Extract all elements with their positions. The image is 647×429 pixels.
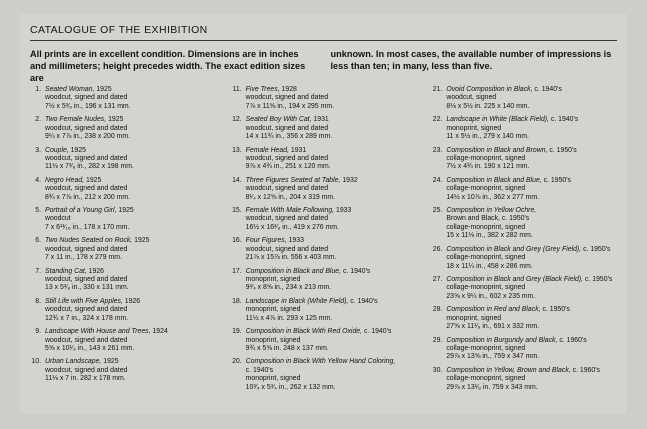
entry-line: 27⅝ x 11¹⁄₈ in., 691 x 332 mm. (446, 323, 540, 331)
entry-title-line (446, 306, 622, 314)
entry-details (246, 207, 422, 232)
entry-line: 8¾ x 7⅞ in., 212 x 200 mm. (45, 193, 131, 201)
entry-title: Portrait of a Young Girl, (45, 207, 117, 215)
entry-line: collage-monoprint, signed (446, 344, 526, 352)
entry-details (246, 358, 422, 392)
catalogue-entry (30, 207, 221, 232)
catalogue-entry (30, 298, 221, 323)
entry-number: 13. (232, 146, 242, 154)
entry-details (446, 306, 622, 331)
entry-number: 4. (35, 176, 41, 184)
entry-title-line (446, 86, 622, 94)
title-divider (30, 40, 617, 41)
entry-line: 8⅛ x 5½ in. 225 x 140 mm. (446, 102, 530, 110)
entry-date: 1932 (340, 176, 358, 184)
entry-line: 8¹⁄₄ x 12⅝ in., 204 x 319 mm. (245, 193, 336, 201)
entry-title-line (45, 237, 221, 245)
entry-date: c. 1950's (583, 276, 613, 284)
entry-details (45, 147, 221, 172)
entry-title: Ovoid Composition in Black, (446, 86, 533, 93)
entry-title: Two Nudes Seated on Rock, (45, 237, 133, 245)
entry-details (45, 207, 221, 232)
entry-title: Negro Head, (45, 176, 85, 184)
entry-line: 9³⁄₄ x 8⅝ in., 234 x 213 mm. (245, 284, 332, 292)
entry-details (446, 367, 622, 392)
entry-date: c. 1940's (532, 86, 562, 93)
entry-number: 21. (432, 86, 443, 93)
entry-date: 1931 (288, 146, 307, 154)
entry-title-line (246, 207, 422, 215)
entry-details (45, 116, 221, 141)
entry-details (45, 237, 221, 262)
entry-details (45, 358, 221, 383)
entry-details (246, 86, 422, 111)
catalogue-entry (431, 367, 622, 392)
entry-number: 25. (432, 207, 443, 215)
entry-title: Composition in Black With Yellow Hand Coloring, (245, 358, 396, 366)
entry-number: 28. (432, 306, 443, 314)
entry-number: 8. (35, 297, 41, 305)
entry-details (45, 86, 221, 111)
entry-title: Composition in Black and Brown, (446, 146, 548, 154)
entry-line: woodcut, signed and dated (45, 245, 128, 253)
catalogue-entry (431, 86, 622, 111)
entry-number: 6. (35, 237, 41, 245)
entry-number: 10. (31, 358, 41, 366)
entry-line: 11⅛ x 7 in. 282 x 178 mm. (45, 375, 126, 383)
entry-line: collage-monoprint, signed (446, 223, 526, 231)
entry-details (446, 207, 622, 241)
entry-date: c. 1960's (570, 366, 600, 374)
entry-title-line (246, 116, 422, 124)
entry-line: woodcut, signed and dated (245, 154, 329, 162)
catalogue-sheet (20, 14, 627, 414)
entry-details (45, 298, 221, 323)
entry-title-line (446, 147, 622, 155)
entry-line: woodcut, signed and dated (45, 185, 128, 193)
entry-line: 14 x 11¾ in., 356 x 289 mm. (245, 133, 333, 141)
entry-details (246, 268, 422, 293)
entry-line: Brown and Black, c. 1950's (446, 215, 530, 223)
catalogue-entry (30, 116, 221, 141)
entry-details (446, 276, 622, 301)
catalogue-entry (30, 147, 221, 172)
entry-number: 20. (232, 358, 242, 366)
catalogue-entry (231, 116, 422, 141)
entry-number: 7. (35, 267, 41, 275)
entry-details (246, 116, 422, 141)
entry-date: 1925 (68, 146, 87, 154)
entry-line: woodcut, signed and dated (245, 94, 329, 102)
entry-number: 9. (35, 328, 41, 336)
entry-line: 18 x 11¼ in., 458 x 286 mm. (446, 262, 533, 270)
entry-date: 1933 (334, 207, 352, 215)
entry-date: 1926 (86, 267, 105, 275)
entry-title: Composition in Black and Blue, (446, 176, 542, 184)
entry-title: Female With Male Following, (245, 207, 335, 215)
entry-number: 15. (232, 207, 242, 215)
intro-column-right: unknown. In most cases, the available number of impressions is less than ten; in many, less than five. (330, 49, 612, 72)
entry-date: c. 1940's (548, 116, 579, 124)
catalogue-entry (431, 177, 622, 202)
entry-title-line (45, 177, 221, 185)
entry-line: woodcut, signed and dated (45, 306, 128, 314)
entry-date: 1931 (311, 116, 329, 124)
catalogue-entry (231, 237, 422, 262)
entry-line: monoprint, signed (245, 336, 301, 344)
entry-date: 1924 (150, 328, 168, 336)
entry-title-line (45, 116, 221, 124)
catalogue-entry (30, 86, 221, 111)
entry-line: 11⅛ x 7³⁄₈ in., 282 x 198 mm. (45, 163, 134, 171)
catalogue-column (30, 86, 221, 397)
catalogue-entry (231, 328, 422, 353)
entry-line: c. 1940's (245, 366, 274, 374)
entry-details (446, 147, 622, 172)
entry-details (246, 328, 422, 353)
entry-title: Three Figures Seated at Table, (245, 176, 341, 184)
entry-title-line (246, 298, 422, 306)
entry-title: Composition in Red and Black, (446, 306, 541, 314)
entry-title-line (45, 328, 221, 336)
entry-line: woodcut, signed and dated (245, 124, 329, 132)
catalogue-entry (231, 177, 422, 202)
entry-number: 11. (232, 86, 242, 93)
entry-title-line (246, 86, 422, 94)
entry-date: 1925 (84, 176, 102, 184)
entry-number: 18. (232, 297, 242, 305)
entry-details (446, 177, 622, 202)
entry-date: 1928 (279, 86, 297, 93)
entry-title: Still Life with Five Apples, (45, 297, 123, 305)
entry-title: Couple, (45, 146, 69, 154)
entry-title-line (246, 237, 422, 245)
entry-line: collage-monoprint, signed (446, 284, 526, 292)
entry-line: woodcut, signed and dated (245, 215, 329, 223)
entry-line: 7⅞ x 11⅝ in., 194 x 295 mm. (245, 102, 335, 110)
entry-number: 19. (232, 328, 242, 336)
entry-line: 29⅞ x 13¹⁄₈ in. 759 x 343 mm. (446, 383, 538, 391)
entry-date: 1925 (94, 86, 112, 93)
entry-line: monoprint, signed (446, 124, 502, 132)
entry-line: collage-monoprint, signed (446, 254, 526, 262)
entry-title-line (246, 268, 422, 276)
entry-title: Composition in Black and Blue, (245, 267, 342, 275)
entry-date: c. 1940's (348, 297, 378, 305)
entry-number: 24. (432, 176, 443, 184)
entry-details (446, 337, 622, 362)
entry-title-line (246, 328, 422, 336)
entry-line: 21⅞ x 15⅞ in. 556 x 403 mm. (245, 254, 337, 262)
entry-number: 3. (35, 146, 41, 154)
entry-details (446, 116, 622, 141)
entry-line: monoprint, signed (245, 375, 301, 383)
entry-title-line (246, 358, 422, 366)
entry-title: Five Trees, (245, 86, 280, 93)
entry-title-line (446, 116, 622, 124)
entry-title: Composition in Yellow, Brown and Black, (446, 366, 571, 374)
entry-line: woodcut, signed and dated (45, 366, 128, 374)
entry-details (446, 86, 622, 111)
entry-number: 16. (232, 237, 242, 245)
catalogue-entry (431, 207, 622, 241)
entry-title-line (45, 268, 221, 276)
entry-date: c. 1960's (557, 336, 587, 344)
entry-date: 1926 (122, 297, 141, 305)
entry-line: collage-monoprint, signed (446, 185, 526, 193)
entry-title-line (446, 177, 622, 185)
entry-number: 30. (432, 366, 443, 374)
catalogue-entry (30, 328, 221, 353)
entry-line: 15 x 11⅛ in., 382 x 282 mm. (446, 232, 533, 240)
entry-title: Composition in Yellow Ochre, (446, 207, 537, 215)
entry-line: 5⅝ x 10¹⁄₈ in., 143 x 261 mm. (45, 344, 135, 352)
entry-title-line (246, 177, 422, 185)
catalogue-entry (431, 337, 622, 362)
entry-title: Female Head, (245, 146, 289, 154)
entry-line: 9⅞ x 4¾ in., 251 x 120 mm. (245, 163, 331, 171)
entry-title: Landscape in Black (White Field), (245, 297, 349, 305)
entry-line: 11 x 5½ in., 279 x 140 mm. (446, 133, 529, 141)
entry-title-line (446, 246, 622, 254)
entry-date: c. 1950's (541, 176, 571, 184)
entry-title: Landscape in White (Black Field), (446, 116, 549, 124)
catalogue-entry (431, 147, 622, 172)
entry-details (246, 177, 422, 202)
entry-title-line (45, 86, 221, 94)
entry-title: Composition in Black With Red Oxide, (245, 328, 363, 336)
entry-line: woodcut, signed (446, 94, 497, 102)
entry-details (246, 147, 422, 172)
entry-number: 12. (232, 116, 242, 124)
entry-title-line (45, 298, 221, 306)
entry-title: Composition in Black and Grey (Black Field), (446, 276, 584, 284)
entry-date: c. 1940's (341, 267, 371, 275)
entry-number: 14. (232, 176, 242, 184)
entry-date: 1925 (101, 358, 119, 366)
entry-title: Urban Landscape, (45, 358, 102, 366)
entry-date: c. 1950's (581, 245, 611, 253)
catalogue-entry (30, 237, 221, 262)
entry-title-line (446, 207, 622, 215)
entry-line: woodcut, signed and dated (245, 185, 329, 193)
entry-title-line (246, 147, 422, 155)
catalogue-entry (431, 306, 622, 331)
entry-line: 12¾ x 7 in., 324 x 178 mm. (45, 314, 129, 322)
entry-date: 1925 (132, 237, 150, 245)
entry-title-line (45, 358, 221, 366)
entry-line: 9¾ x 5⅝ in. 248 x 137 mm. (245, 344, 329, 352)
entry-title: Composition in Black and Grey (Grey Field), (446, 245, 582, 253)
entry-title-line (45, 147, 221, 155)
entry-number: 22. (432, 116, 443, 124)
entry-title: Composition in Burgundy and Black, (446, 336, 558, 344)
entry-line: woodcut, signed and dated (45, 94, 128, 102)
catalogue-entry (231, 86, 422, 111)
entry-line: 7½ x 4¾ in. 190 x 121 mm. (446, 163, 530, 171)
entry-details (45, 328, 221, 353)
entry-title: Standing Cat, (45, 267, 87, 275)
entry-line: 11½ x 4⅞ in. 293 x 125 mm. (245, 314, 333, 322)
page-title: CATALOGUE OF THE EXHIBITION (30, 24, 208, 36)
entry-line: woodcut, signed and dated (45, 124, 128, 132)
entry-line: woodcut, signed and dated (245, 245, 329, 253)
catalogue-entry (30, 177, 221, 202)
catalogue-column (231, 86, 422, 397)
entry-title-line (446, 367, 622, 375)
entry-line: 7 x 6¹¹⁄₁₆ in., 178 x 170 mm. (45, 223, 130, 231)
entry-line: 9¼ x 7⅞ in., 238 x 200 mm. (45, 133, 131, 141)
entry-title: Four Figures, (245, 237, 287, 245)
entry-line: 29⅞ x 13⅝ in., 759 x 347 mm. (446, 353, 540, 361)
catalogue-entry (231, 358, 422, 392)
entry-line: woodcut (45, 215, 71, 223)
entry-line: monoprint, signed (245, 306, 301, 314)
entry-date: 1933 (286, 237, 304, 245)
entry-date: c. 1950's (540, 306, 570, 314)
catalogue-column (431, 86, 622, 397)
entry-line: collage-monoprint, signed (446, 154, 526, 162)
entry-date: 1925 (106, 116, 124, 124)
entry-number: 29. (432, 336, 443, 344)
entry-line: 7 x 11 in., 178 x 279 mm. (45, 254, 122, 262)
entry-line: 14½ x 10⅞ in., 362 x 277 mm. (446, 193, 540, 201)
catalogue-columns (30, 86, 622, 397)
entry-number: 23. (432, 146, 443, 154)
catalogue-entry (231, 268, 422, 293)
intro-column-left: All prints are in excellent condition. Dimensions are in inches and millimeters; height precedes width. The exact edition sizes are (30, 49, 306, 84)
entry-line: collage-monoprint, signed (446, 375, 526, 383)
entry-title: Landscape With House and Trees, (45, 328, 151, 336)
entry-line: 13 x 5³⁄₈ in., 330 x 131 mm. (45, 284, 129, 292)
entry-date: 1925 (116, 207, 134, 215)
entry-details (446, 246, 622, 271)
entry-title-line (446, 276, 622, 284)
entry-line: woodcut, signed and dated (45, 336, 128, 344)
entry-number: 1. (35, 86, 41, 93)
entry-details (45, 268, 221, 293)
entry-line: 10³⁄₄ x 5³⁄₄ in., 262 x 132 mm. (245, 383, 336, 391)
entry-number: 26. (432, 245, 443, 253)
catalogue-entry (231, 207, 422, 232)
entry-line: woodcut, signed and dated (45, 154, 128, 162)
entry-date: c. 1940's (362, 328, 392, 336)
catalogue-entry (30, 268, 221, 293)
entry-title-line (45, 207, 221, 215)
catalogue-entry (30, 358, 221, 383)
catalogue-entry (231, 147, 422, 172)
entry-line: monoprint, signed (245, 276, 301, 284)
catalogue-entry (431, 276, 622, 301)
entry-title: Two Female Nudes, (45, 116, 107, 124)
entry-line: monoprint, signed (446, 314, 502, 322)
entry-line: woodcut, signed and dated (45, 276, 128, 284)
entry-title: Seated Boy With Cat, (245, 116, 312, 124)
entry-details (45, 177, 221, 202)
entry-number: 17. (232, 267, 242, 275)
entry-details (246, 298, 422, 323)
catalogue-entry (231, 298, 422, 323)
entry-line: 7½ x 5³⁄₈ in., 196 x 131 mm. (45, 102, 131, 110)
entry-title-line (446, 337, 622, 345)
catalogue-entry (431, 116, 622, 141)
entry-number: 5. (35, 207, 41, 215)
entry-details (246, 237, 422, 262)
entry-number: 2. (35, 116, 41, 124)
intro-paragraph (30, 48, 617, 84)
entry-number: 27. (432, 276, 443, 284)
entry-line: 16½ x 16³⁄₈ in., 419 x 276 mm. (245, 223, 339, 231)
entry-title: Seated Woman, (45, 86, 95, 93)
entry-date: c. 1950's (547, 146, 577, 154)
catalogue-entry (431, 246, 622, 271)
entry-line: 23⅝ x 9¼ in., 602 x 235 mm. (446, 292, 536, 300)
